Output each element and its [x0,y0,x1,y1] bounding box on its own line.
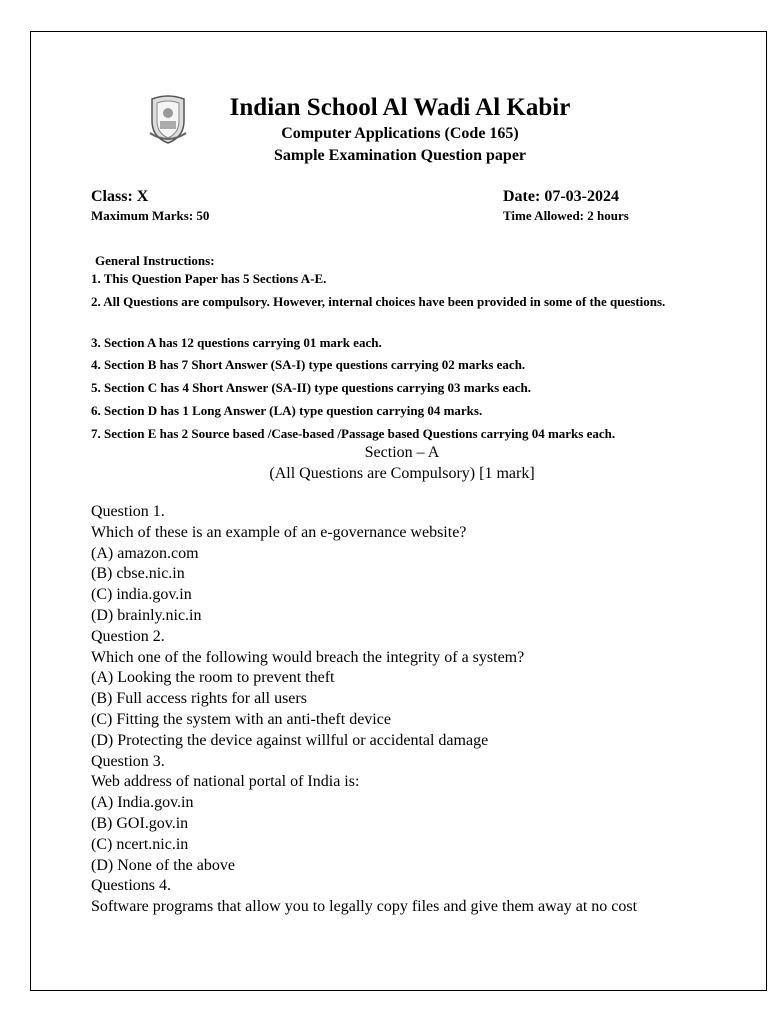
answer-option: (B) GOI.gov.in [91,814,189,832]
answer-option: (C) india.gov.in [91,586,192,604]
time-allowed: Time Allowed: 2 hours [503,208,629,223]
instruction-item: 6. Section D has 1 Long Answer (LA) type question carrying 04 marks. [91,403,483,418]
answer-option: (C) Fitting the system with an anti-theft device [91,710,391,728]
question-text: Web address of national portal of India is: [91,773,360,791]
subject-title: Computer Applications (Code 165) [281,125,519,142]
answer-option: (B) cbse.nic.in [91,565,185,583]
exam-date: Date: 07-03-2024 [503,188,619,205]
answer-option: (A) India.gov.in [91,794,194,812]
instruction-item: 4. Section B has 7 Short Answer (SA-I) type questions carrying 02 marks each. [91,357,526,372]
paper-type: Sample Examination Question paper [273,147,527,164]
section-title: Section – A [364,444,440,461]
class-label: Class: X [91,188,149,205]
answer-option: (A) amazon.com [91,544,199,562]
school-name: Indian School Al Wadi Al Kabir [229,94,571,121]
question-text: Which of these is an example of an e-governance website? [91,523,467,541]
answer-option: (D) None of the above [91,856,235,874]
max-marks: Maximum Marks: 50 [91,208,210,223]
instruction-item: 2. All Questions are compulsory. However, internal choices have been provided in some of the questions. [91,294,666,309]
instructions-heading: General Instructions: [95,253,215,268]
answer-option: (A) Looking the room to prevent theft [91,669,335,687]
answer-option: (C) ncert.nic.in [91,835,189,853]
question-list [91,502,637,918]
section-note: (All Questions are Compulsory) [1 mark] [269,465,535,482]
question-text: Which one of the following would breach the integrity of a system? [91,648,525,666]
question-text: Software programs that allow you to legally copy files and give them away at no cost [91,898,638,916]
question-label: Question 2. [91,627,165,645]
instruction-item: 3. Section A has 12 questions carrying 01 mark each. [91,335,382,350]
question-label: Questions 4. [91,877,171,895]
answer-option: (D) brainly.nic.in [91,606,202,624]
instruction-item: 1. This Question Paper has 5 Sections A-E. [91,271,327,286]
instruction-item: 7. Section E has 2 Source based /Case-based /Passage based Questions carrying 04 marks each. [91,426,616,441]
answer-option: (B) Full access rights for all users [91,690,307,708]
question-label: Question 1. [91,503,165,520]
instruction-item: 5. Section C has 4 Short Answer (SA-II) type questions carrying 03 marks each. [91,380,531,395]
question-label: Question 3. [91,752,165,770]
answer-option: (D) Protecting the device against willful or accidental damage [91,731,489,749]
